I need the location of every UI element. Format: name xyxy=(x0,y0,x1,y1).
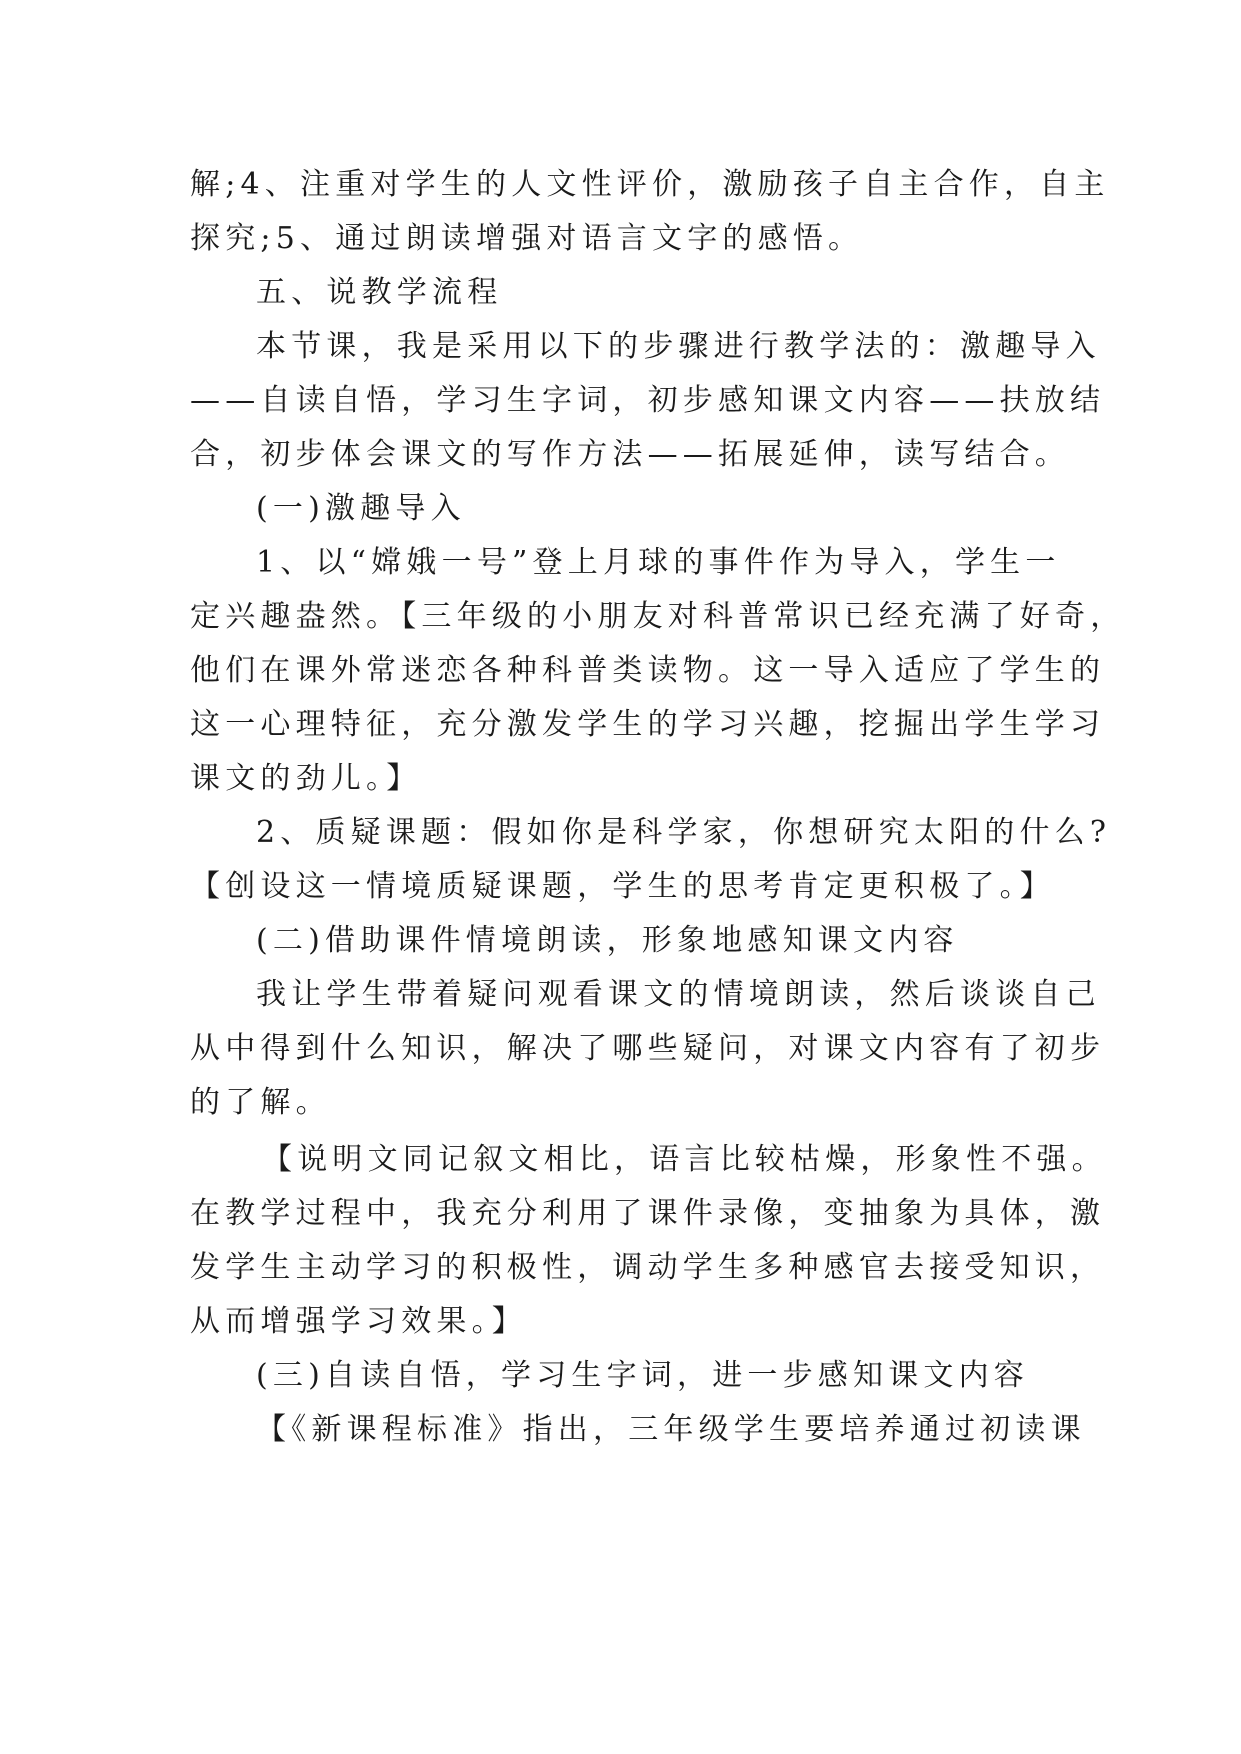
text-line xyxy=(0,1083,1241,1123)
line-text: 2、质疑课题：假如你是科学家，你想研究太阳的什么? xyxy=(256,815,1112,850)
line-text: 这一心理特征，充分激发学生的学习兴趣，挖掘出学生学习 xyxy=(190,707,1106,742)
line-text: 合，初步体会课文的写作方法——拓展延伸，读写结合。 xyxy=(190,437,1070,472)
text-line xyxy=(0,165,1241,205)
line-text: 定兴趣盎然。【三年级的小朋友对科普常识已经充满了好奇， xyxy=(190,599,1126,634)
text-line xyxy=(0,543,1241,583)
text-line xyxy=(0,867,1241,907)
line-text: ——自读自悟，学习生字词，初步感知课文内容——扶放结 xyxy=(190,383,1106,418)
line-text: 【创设这一情境质疑课题，学生的思考肯定更积极了。】 xyxy=(190,869,1055,904)
line-text: 课文的劲儿。】 xyxy=(190,761,422,796)
line-text: 1、以“嫦娥一号”登上月球的事件作为导入，学生一 xyxy=(256,545,1061,580)
heading-text: (二)借助课件情境朗读，形象地感知课文内容 xyxy=(256,923,959,958)
text-line xyxy=(0,1140,1241,1180)
text-line xyxy=(0,975,1241,1015)
line-text: 在教学过程中，我充分利用了课件录像，变抽象为具体，激 xyxy=(190,1196,1106,1231)
line-text: 探究;5、通过朗读增强对语言文字的感悟。 xyxy=(190,221,864,256)
text-line xyxy=(0,597,1241,637)
line-text: 【说明文同记叙文相比，语言比较枯燥，形象性不强。 xyxy=(262,1142,1107,1177)
text-line xyxy=(0,327,1241,367)
heading-text: (三)自读自悟，学习生字词，进一步感知课文内容 xyxy=(256,1358,1030,1393)
heading-text: (一)激趣导入 xyxy=(256,491,466,526)
subsection-heading xyxy=(0,489,1241,529)
section-heading xyxy=(0,273,1241,313)
line-text: 的了解。 xyxy=(190,1085,331,1120)
line-text: 我让学生带着疑问观看课文的情境朗读，然后谈谈自己 xyxy=(256,977,1101,1012)
line-text: 发学生主动学习的积极性，调动学生多种感官去接受知识， xyxy=(190,1250,1106,1285)
text-line xyxy=(0,435,1241,475)
text-line xyxy=(0,1302,1241,1342)
line-text: 他们在课外常迷恋各种科普类读物。这一导入适应了学生的 xyxy=(190,653,1106,688)
text-line xyxy=(0,705,1241,745)
text-line xyxy=(0,1248,1241,1288)
subsection-heading xyxy=(0,921,1241,961)
line-text: 从中得到什么知识，解决了哪些疑问，对课文内容有了初步 xyxy=(190,1031,1106,1066)
line-text: 本节课，我是采用以下的步骤进行教学法的：激趣导入 xyxy=(256,329,1101,364)
text-line xyxy=(0,813,1241,853)
text-line xyxy=(0,1194,1241,1234)
heading-text: 五、说教学流程 xyxy=(256,275,503,310)
text-line xyxy=(0,381,1241,421)
line-text: 从而增强学习效果。】 xyxy=(190,1304,527,1339)
text-line xyxy=(0,651,1241,691)
line-text: 解;4、注重对学生的人文性评价，激励孩子自主合作，自主 xyxy=(190,167,1110,202)
text-line xyxy=(0,219,1241,259)
text-line xyxy=(0,759,1241,799)
line-text: 【《新课程标准》指出，三年级学生要培养通过初读课 xyxy=(256,1412,1086,1447)
text-line xyxy=(0,1410,1241,1450)
subsection-heading xyxy=(0,1356,1241,1396)
text-line xyxy=(0,1029,1241,1069)
